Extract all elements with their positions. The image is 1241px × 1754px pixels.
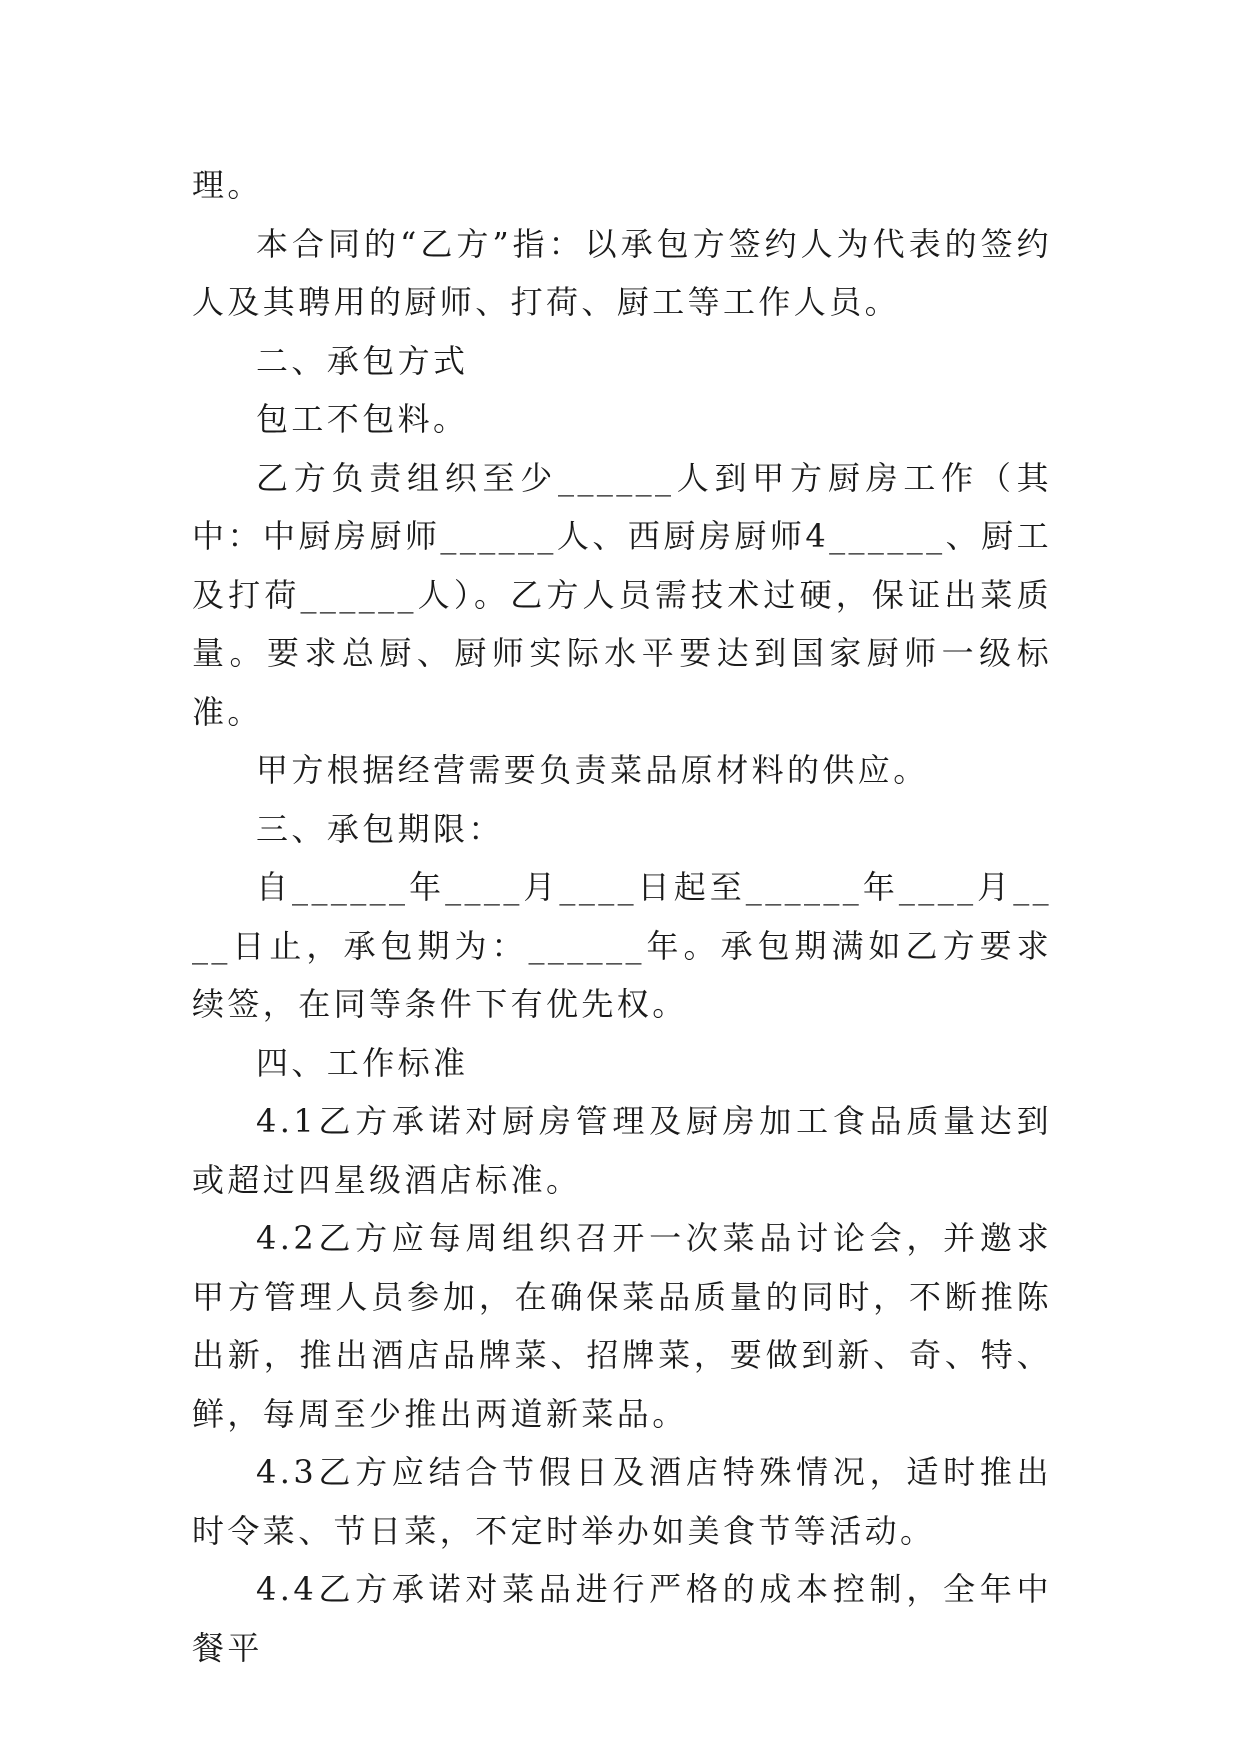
clause-4-2: 4.2乙方应每周组织召开一次菜品讨论会，并邀求甲方管理人员参加，在确保菜品质量的同时，不断推陈出新，推出酒店品牌菜、招牌菜，要做到新、奇、特、鲜，每周至少推出两道新菜品。 — [192, 1219, 1052, 1433]
paragraph-term-dates: 自______年____月____日起至______年____月____日止，承包期为：______年。承包期满如乙方要求续签，在同等条件下有优先权。 — [192, 868, 1052, 1023]
section-heading-work-standards: 四、工作标准 — [256, 1043, 469, 1082]
section-heading-contract-mode: 二、承包方式 — [256, 341, 469, 380]
clause-4-3: 4.3乙方应结合节假日及酒店特殊情况，适时推出时令菜、节日菜，不定时举办如美食节等活动。 — [192, 1453, 1052, 1550]
paragraph-material-supply: 甲方根据经营需要负责菜品原材料的供应。 — [256, 751, 929, 789]
document-body — [192, 156, 1052, 1677]
paragraph-continuation: 理。 — [192, 166, 263, 204]
paragraph-labor-only: 包工不包料。 — [256, 400, 469, 438]
section-heading-contract-term: 三、承包期限： — [256, 809, 504, 848]
paragraph-staffing: 乙方负责组织至少______人到甲方厨房工作（其中：中厨房厨师______人、西厨房厨师4______、厨工及打荷______人）。乙方人员需技术过硬，保证出菜质量。要求总厨、厨师实际水平要达到国家厨师一级标准。 — [192, 458, 1052, 731]
clause-4-4: 4.4乙方承诺对菜品进行严格的成本控制，全年中餐平 — [192, 1570, 1052, 1667]
paragraph-party-b-definition: 本合同的“乙方”指：以承包方签约人为代表的签约人及其聘用的厨师、打荷、厨工等工作人员。 — [192, 224, 1052, 321]
clause-4-1: 4.1乙方承诺对厨房管理及厨房加工食品质量达到或超过四星级酒店标准。 — [192, 1102, 1052, 1199]
